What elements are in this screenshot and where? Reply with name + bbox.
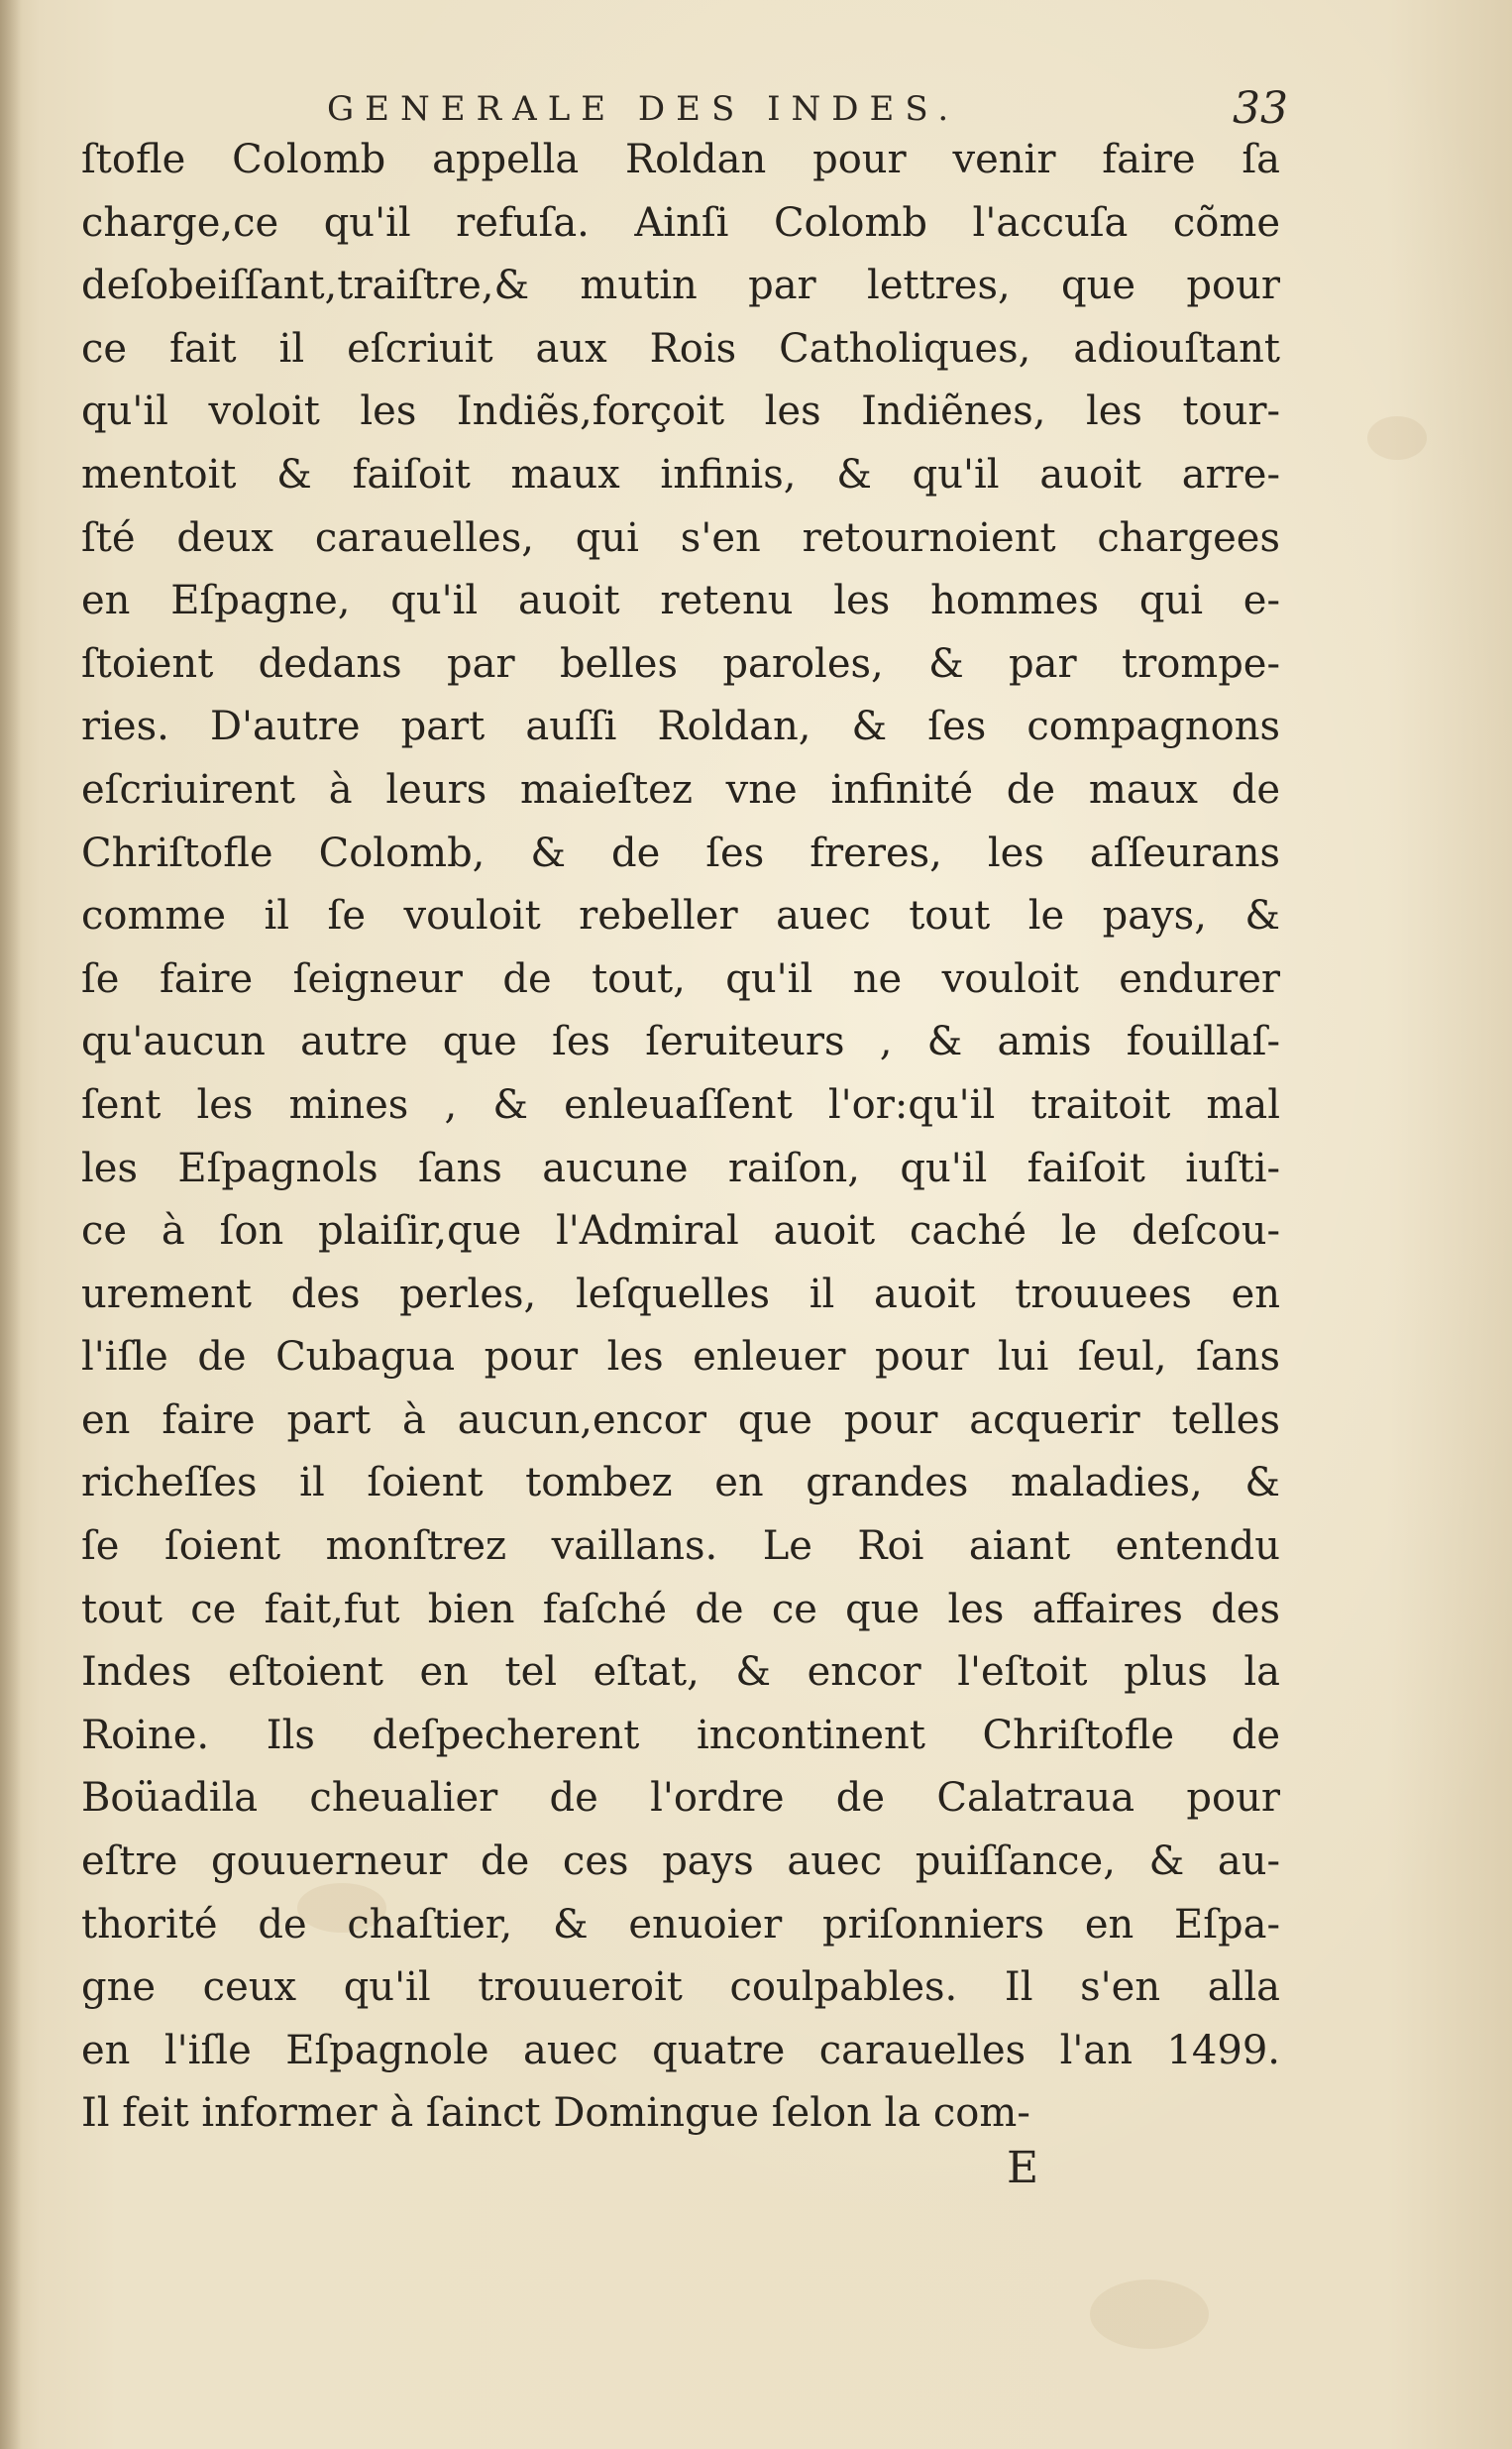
text-line: ſtofle Colomb appella Roldan pour venir faire ſa <box>81 137 1280 182</box>
text-line: eſcriuirent à leurs maieſtez vne infinité de maux de <box>81 766 1280 813</box>
text-line: mentoit & faiſoit maux infinis, & qu'il auoit arre- <box>81 451 1280 498</box>
text-line: ſe faire ſeigneur de tout, qu'il ne vouloit endurer <box>81 955 1280 1002</box>
paper-stain <box>1090 2280 1209 2349</box>
paper-stain <box>1367 416 1427 460</box>
text-line: en l'iſle Eſpagnole auec quatre carauelles l'an 1499. <box>81 2027 1280 2073</box>
body-text <box>81 129 1280 2146</box>
text-line: en Eſpagne, qu'il auoit retenu les hommes qui e- <box>81 578 1280 624</box>
running-head-title: GENERALE DES INDES. <box>327 89 960 129</box>
text-line: comme il ſe vouloit rebeller auec tout le pays, & <box>81 893 1280 940</box>
text-line: en faire part à aucun,encor que pour acquerir telles <box>81 1396 1280 1443</box>
text-line: Indes eſtoient en tel eſtat, & encor l'eſtoit plus la <box>81 1649 1280 1696</box>
text-line: eſtre gouuerneur de ces pays auec puiſſance, & au- <box>81 1838 1280 1885</box>
text-line: charge,ce qu'il refuſa. Ainſi Colomb l'accuſa cõme <box>81 199 1280 246</box>
text-line: l'iſle de Cubagua pour les enleuer pour lui ſeul, ſans <box>81 1334 1280 1381</box>
text-line: qu'aucun autre que ſes ſeruiteurs , & amis fouillaſ- <box>81 1019 1280 1065</box>
page-number: 33 <box>1233 83 1288 134</box>
text-line: ſtoient dedans par belles paroles, & par trompe- <box>81 640 1280 687</box>
text-line: Chriſtofle Colomb, & de ſes freres, les aſſeurans <box>81 830 1280 876</box>
text-line: tout ce fait,fut bien faſché de ce que les affaires des <box>81 1586 1280 1632</box>
gutter-shadow <box>0 0 22 2449</box>
text-line: ce fait il eſcriuit aux Rois Catholiques, adiouſtant <box>81 325 1280 372</box>
text-line: deſobeiſſant,traiſtre,& mutin par lettres, que pour <box>81 263 1280 309</box>
text-line: urement des perles, leſquelles il auoit trouuees en <box>81 1271 1280 1317</box>
signature-mark: E <box>1007 2143 1039 2193</box>
text-line: Roine. Ils deſpecherent incontinent Chriſtofle de <box>81 1712 1280 1758</box>
text-line: ſent les mines , & enleuaſſent l'or:qu'il traitoit mal <box>81 1081 1280 1128</box>
text-line: thorité de chaſtier, & enuoier priſonniers en Eſpa- <box>81 1901 1280 1948</box>
text-line: les Eſpagnols ſans aucune raiſon, qu'il faiſoit iuſti- <box>81 1145 1280 1191</box>
text-line: ſté deux carauelles, qui s'en retournoient chargees <box>81 514 1280 561</box>
text-line: ries. D'autre part auſſi Roldan, & ſes compagnons <box>81 704 1280 750</box>
text-line: gne ceux qu'il trouueroit coulpables. Il s'en alla <box>81 1964 1280 2011</box>
text-line: ce à ſon plaiſir,que l'Admiral auoit caché le deſcou- <box>81 1208 1280 1255</box>
text-line: qu'il voloit les Indiẽs,forçoit les Indiẽnes, les tour- <box>81 389 1280 435</box>
text-line: Il feit informer à ſainct Domingue ſelon la com- <box>81 2090 1030 2137</box>
text-line: richeſſes il ſoient tombez en grandes maladies, & <box>81 1460 1280 1506</box>
text-line: Boüadila cheualier de l'ordre de Calatraua pour <box>81 1775 1280 1822</box>
text-line: ſe ſoient monſtrez vaillans. Le Roi aiant entendu <box>81 1523 1280 1570</box>
